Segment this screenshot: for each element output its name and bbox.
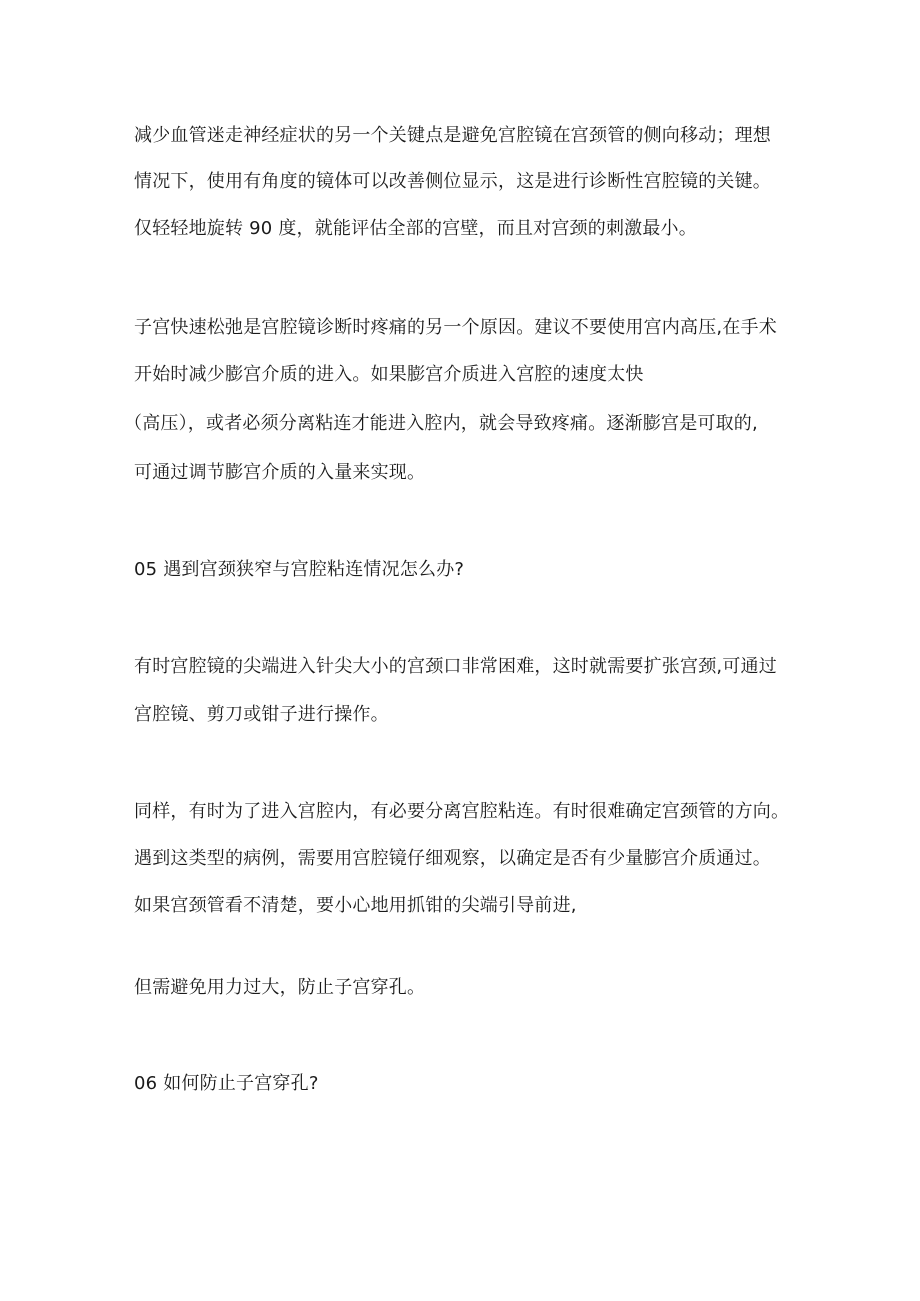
paragraph-1-line-3: 仅轻轻地旋转 90 度，就能评估全部的宫壁，而且对宫颈的刺激最小。 (134, 218, 697, 239)
paragraph-3-line-2: 宫腔镜、剪刀或钳子进行操作。 (134, 704, 389, 725)
section-heading-06: 06 如何防止子宫穿孔? (134, 1073, 319, 1094)
paragraph-4-line-3: 如果宫颈管看不清楚，要小心地用抓钳的尖端引导前进, (134, 895, 577, 916)
paragraph-2-line-1: 子宫快速松弛是宫腔镜诊断时疼痛的另一个原因。建议不要使用宫内高压,在手术 (134, 317, 777, 338)
paragraph-1-line-2: 情况下，使用有角度的镜体可以改善侧位显示，这是进行诊断性宫腔镜的关键。 (134, 171, 771, 192)
section-heading-05: 05 遇到宫颈狭窄与宫腔粘连情况怎么办? (134, 559, 465, 580)
paragraph-2-line-4: 可通过调节膨宫介质的入量来实现。 (134, 462, 426, 483)
paragraph-3-line-1: 有时宫腔镜的尖端进入针尖大小的宫颈口非常困难，这时就需要扩张宫颈,可通过 (134, 656, 777, 677)
paragraph-1-line-1: 减少血管迷走神经症状的另一个关键点是避免宫腔镜在宫颈管的侧向移动；理想 (134, 125, 771, 146)
paragraph-4-line-2: 遇到这类型的病例，需要用宫腔镜仔细观察，以确定是否有少量膨宫介质通过。 (134, 848, 771, 869)
paragraph-2-line-2: 开始时减少膨宫介质的进入。如果膨宫介质进入宫腔的速度太快 (134, 364, 644, 385)
paragraph-5-line-1: 但需避免用力过大，防止子宫穿孔。 (134, 977, 426, 998)
paragraph-4-line-1: 同样，有时为了进入宫腔内，有必要分离宫腔粘连。有时很难确定宫颈管的方向。 (134, 801, 790, 822)
paragraph-2-line-3: （高压），或者必须分离粘连才能进入腔内，就会导致疼痛。逐渐膨宫是可取的, (124, 413, 758, 434)
